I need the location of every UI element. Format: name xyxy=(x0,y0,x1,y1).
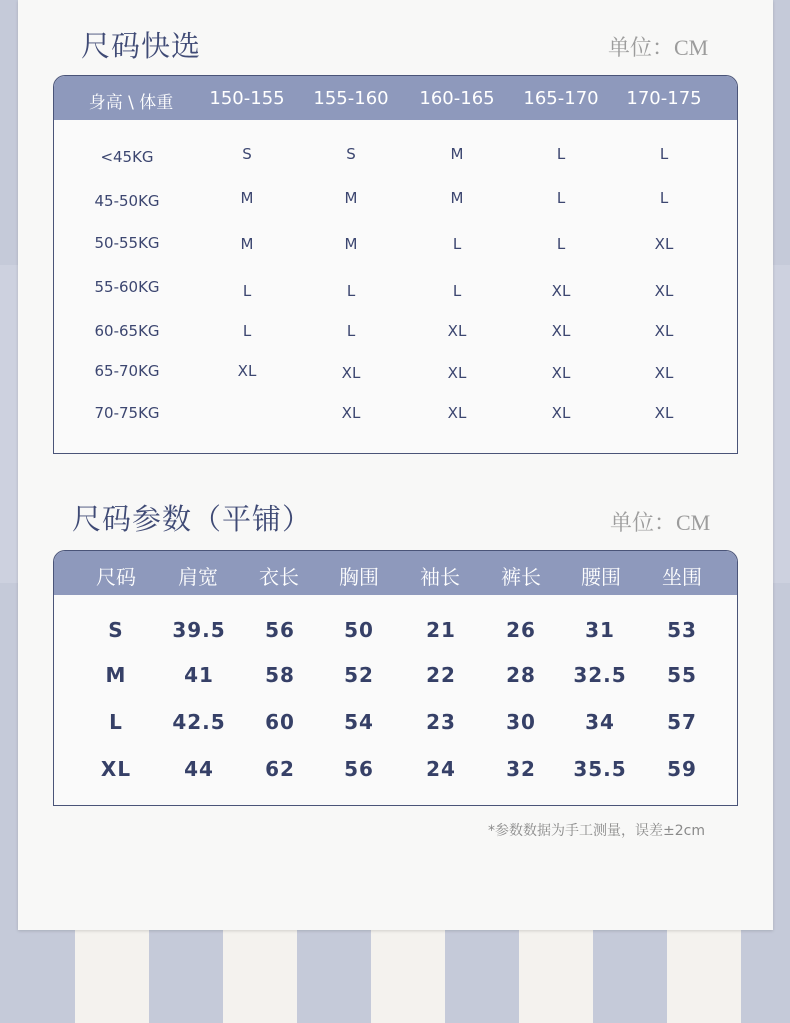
weight-label: 70-75KG xyxy=(94,404,160,422)
size-cell: XL xyxy=(654,404,674,422)
size-cell: S xyxy=(346,145,356,163)
size-cell: XL xyxy=(551,322,571,340)
measurement-cell: 31 xyxy=(585,618,615,642)
size-cell: L xyxy=(452,235,462,253)
size-cell: XL xyxy=(654,322,674,340)
header-waist: 腰围 xyxy=(581,565,621,589)
quick-select-title: 尺码快选 xyxy=(81,29,202,63)
quick-select-unit: 单位：CM xyxy=(608,35,709,60)
size-cell: L xyxy=(659,145,669,163)
measurement-cell: 32 xyxy=(506,757,536,781)
measurement-cell: 24 xyxy=(426,757,456,781)
size-cell: L xyxy=(452,282,462,300)
weight-label: 65-70KG xyxy=(94,362,160,380)
size-cell: XL xyxy=(551,404,571,422)
size-cell: XL xyxy=(237,362,257,380)
size-label: M xyxy=(105,663,127,687)
quick-select-table xyxy=(53,75,738,454)
measurement-cell: 55 xyxy=(667,663,697,687)
measurement-cell: 54 xyxy=(344,710,374,734)
header-height-col: 155-160 xyxy=(313,88,389,109)
size-cell: L xyxy=(556,145,566,163)
measurement-cell: 57 xyxy=(667,710,697,734)
size-cell: XL xyxy=(654,282,674,300)
size-cell: XL xyxy=(341,364,361,382)
size-cell: XL xyxy=(654,364,674,382)
size-cell: M xyxy=(450,189,464,207)
size-cell: L xyxy=(346,282,356,300)
size-cell: L xyxy=(242,322,252,340)
measurement-cell: 34 xyxy=(585,710,615,734)
measurement-cell: 58 xyxy=(265,663,295,687)
stripe xyxy=(75,930,149,1023)
size-card xyxy=(18,0,773,930)
header-height-col: 170-175 xyxy=(626,88,702,109)
size-label: L xyxy=(109,710,123,734)
measurement-cell: 50 xyxy=(344,618,374,642)
measurement-cell: 60 xyxy=(265,710,295,734)
measurement-cell: 59 xyxy=(667,757,697,781)
size-cell: XL xyxy=(447,364,467,382)
measurement-cell: 42.5 xyxy=(172,710,226,734)
measurement-cell: 23 xyxy=(426,710,456,734)
stripe xyxy=(519,930,593,1023)
stripe xyxy=(223,930,297,1023)
size-params-header-row xyxy=(54,551,737,595)
header-shoulder: 肩宽 xyxy=(178,565,218,589)
size-cell: XL xyxy=(447,322,467,340)
measurement-cell: 35.5 xyxy=(573,757,627,781)
measurement-cell: 26 xyxy=(506,618,536,642)
measurement-cell: 30 xyxy=(506,710,536,734)
measurement-cell: 21 xyxy=(426,618,456,642)
measurement-cell: 39.5 xyxy=(172,618,226,642)
measurement-cell: 56 xyxy=(265,618,295,642)
measurement-cell: 53 xyxy=(667,618,697,642)
size-cell: XL xyxy=(654,235,674,253)
header-length: 衣长 xyxy=(259,565,299,589)
header-height-col: 150-155 xyxy=(209,88,285,109)
size-cell: M xyxy=(450,145,464,163)
size-cell: M xyxy=(344,235,358,253)
weight-label: 50-55KG xyxy=(94,234,160,252)
weight-label: 55-60KG xyxy=(94,278,160,296)
header-hip: 坐围 xyxy=(662,565,702,589)
size-cell: M xyxy=(240,235,254,253)
measurement-cell: 28 xyxy=(506,663,536,687)
measurement-cell: 44 xyxy=(184,757,214,781)
stripe xyxy=(667,930,741,1023)
size-cell: M xyxy=(240,189,254,207)
size-cell: L xyxy=(556,235,566,253)
weight-label: <45KG xyxy=(100,148,154,166)
header-height-weight: 身高 \ 体重 xyxy=(88,93,174,113)
stripe xyxy=(371,930,445,1023)
weight-label: 60-65KG xyxy=(94,322,160,340)
header-size: 尺码 xyxy=(96,565,136,589)
size-params-table xyxy=(53,550,738,806)
header-pants-length: 裤长 xyxy=(501,565,541,589)
size-cell: XL xyxy=(551,282,571,300)
size-params-unit: 单位：CM xyxy=(610,510,711,535)
size-cell: L xyxy=(346,322,356,340)
header-height-col: 160-165 xyxy=(419,88,495,109)
size-cell: M xyxy=(344,189,358,207)
measurement-cell: 22 xyxy=(426,663,456,687)
size-label: S xyxy=(108,618,124,642)
size-cell: L xyxy=(242,282,252,300)
size-cell: S xyxy=(242,145,252,163)
size-cell: L xyxy=(659,189,669,207)
size-cell: XL xyxy=(447,404,467,422)
size-params-title: 尺码参数（平铺） xyxy=(72,502,313,536)
bottom-stripes xyxy=(0,930,790,1023)
header-sleeve: 袖长 xyxy=(420,565,460,589)
measurement-cell: 62 xyxy=(265,757,295,781)
size-cell: L xyxy=(556,189,566,207)
measurement-cell: 32.5 xyxy=(573,663,627,687)
header-chest: 胸围 xyxy=(339,565,379,589)
header-height-col: 165-170 xyxy=(523,88,599,109)
quick-select-header-row xyxy=(54,76,737,120)
measurement-note: *参数数据为手工测量，误差±2cm xyxy=(488,823,705,839)
measurement-cell: 56 xyxy=(344,757,374,781)
size-cell: XL xyxy=(551,364,571,382)
weight-label: 45-50KG xyxy=(94,192,160,210)
measurement-cell: 52 xyxy=(344,663,374,687)
size-label: XL xyxy=(100,757,132,781)
measurement-cell: 41 xyxy=(184,663,214,687)
size-cell: XL xyxy=(341,404,361,422)
